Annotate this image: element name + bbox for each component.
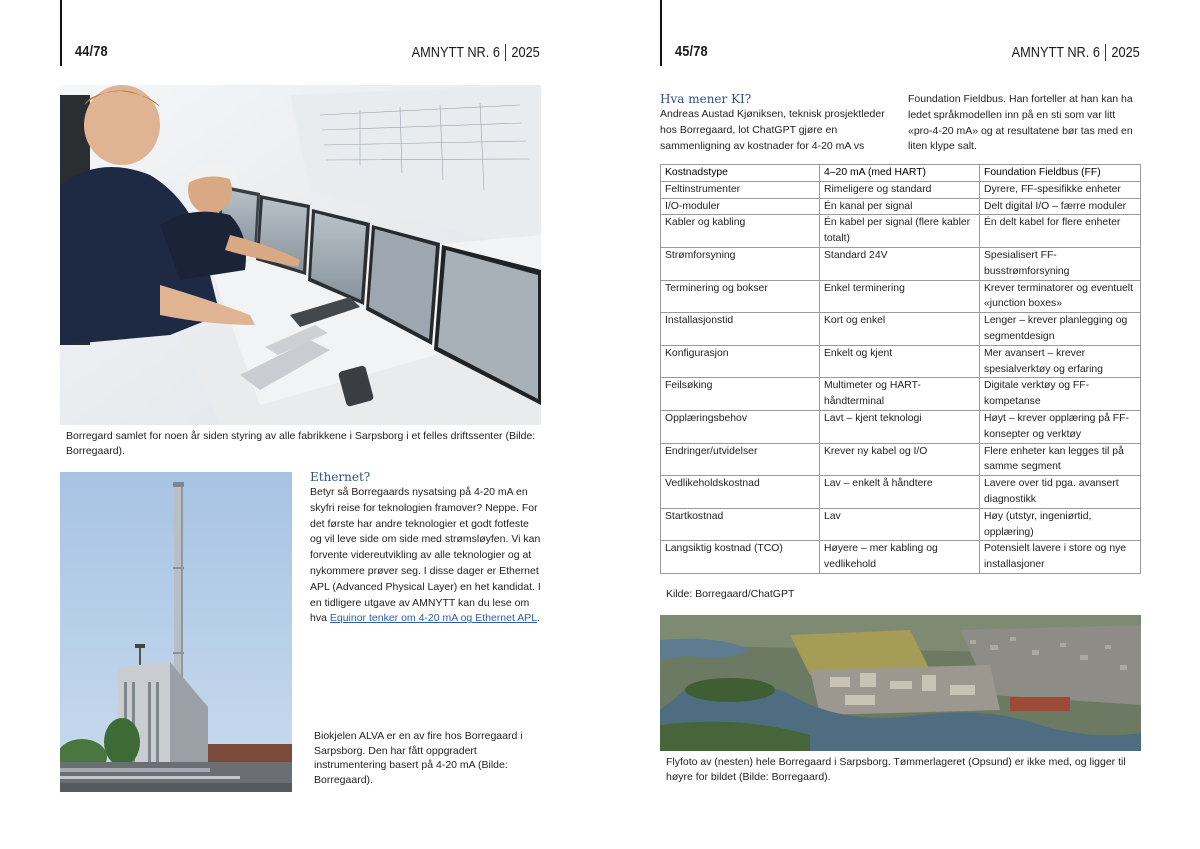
table-cell: Feltinstrumenter [661, 181, 820, 198]
table-row [661, 280, 1141, 313]
page-rule [660, 0, 662, 66]
table-cell: I/O-moduler [661, 198, 820, 215]
table-row [661, 410, 1141, 443]
ethernet-section [310, 470, 542, 627]
table-cell: Lavt – kjent teknologi [820, 410, 980, 443]
section-heading: Hva mener KI? [660, 92, 752, 106]
table-cell: Mer avansert – krever spesialverktøy og erfaring [980, 345, 1141, 378]
table-cell: Standard 24V [820, 247, 980, 280]
table-cell: Høyere – mer kabling og vedlikehold [820, 541, 980, 574]
table-cell: Langsiktig kostnad (TCO) [661, 541, 820, 574]
section-heading: Ethernet? [310, 470, 371, 484]
table-cell: Enkelt og kjent [820, 345, 980, 378]
table-cell: Én kanal per signal [820, 198, 980, 215]
masthead-year: 2025 [511, 44, 540, 61]
masthead-separator [505, 44, 506, 61]
table-header: 4–20 mA (med HART) [820, 165, 980, 182]
cost-comparison-table [660, 164, 1141, 574]
table-row [661, 313, 1141, 346]
intro-text-1: Andreas Austad Kjøniksen, teknisk prosjektleder hos Borregaard, lot ChatGPT gjøre en sammenligning av kostnader for 4-20 mA vs [660, 108, 885, 152]
section-body-end: . [537, 612, 540, 625]
table-cell: Kabler og kabling [661, 215, 820, 248]
table-cell: Rimeligere og standard [820, 181, 980, 198]
table-cell: Installasjonstid [661, 313, 820, 346]
aerial-caption: Flyfoto av (nesten) hele Borregaard i Sarpsborg. Tømmerlageret (Opsund) er ikke med, og ligger til høyre for bildet (Bilde: Borregaard). [666, 756, 1126, 783]
control-room-caption: Borregard samlet for noen år siden styring av alle fabrikkene i Sarpsborg i et felles driftssenter (Bilde: Borregaard). [66, 430, 536, 457]
equinor-article-link[interactable]: Equinor tenker om 4-20 mA og Ethernet APL [329, 612, 538, 625]
table-cell: Feilsøking [661, 378, 820, 411]
table-row [661, 215, 1141, 248]
table-cell: Multimeter og HART-håndterminal [820, 378, 980, 411]
table-cell: Terminering og bokser [661, 280, 820, 313]
page-number: 44/78 [75, 43, 108, 60]
page-number: 45/78 [675, 43, 708, 60]
intro-text-2: Foundation Fieldbus. Han forteller at han kan ha ledet språkmodellen inn på en sti som var litt «pro-4-20 mA» og at resultatene bør tas med en liten klype salt. [908, 93, 1133, 153]
table-cell: Kort og enkel [820, 313, 980, 346]
table-cell: Spesialisert FF-busstrømforsyning [980, 247, 1141, 280]
table-cell: Konfigurasjon [661, 345, 820, 378]
masthead-title: AMNYTT NR. 6 [1011, 44, 1101, 61]
masthead-title: AMNYTT NR. 6 [411, 44, 501, 61]
table-cell: Én kabel per signal (flere kabler totalt) [820, 215, 980, 248]
table-row [661, 345, 1141, 378]
table-cell: Én delt kabel for flere enheter [980, 215, 1141, 248]
table-cell: Lav – enkelt å håndtere [820, 476, 980, 509]
table-row [661, 508, 1141, 541]
masthead-separator [1105, 44, 1106, 61]
table-cell: Høyt – krever opplæring på FF-konsepter og verktøy [980, 410, 1141, 443]
table-row [661, 443, 1141, 476]
chimney-photo [60, 472, 292, 792]
table-cell: Endringer/utvidelser [661, 443, 820, 476]
table-row [661, 378, 1141, 411]
table-cell: Potensielt lavere i store og nye installasjoner [980, 541, 1141, 574]
table-cell: Strømforsyning [661, 247, 820, 280]
table-cell: Lavere over tid pga. avansert diagnostikk [980, 476, 1141, 509]
table-header: Kostnadstype [661, 165, 820, 182]
chimney-caption: Biokjelen ALVA er en av fire hos Borregaard i Sarpsborg. Den har fått oppgradert instrumentering basert på 4-20 mA (Bilde: Borregaard). [314, 730, 523, 786]
masthead [412, 44, 540, 61]
table-row [661, 181, 1141, 198]
table-cell: Vedlikeholdskostnad [661, 476, 820, 509]
table-cell: Startkostnad [661, 508, 820, 541]
masthead [1012, 44, 1140, 61]
table-cell: Lav [820, 508, 980, 541]
table-source: Kilde: Borregaard/ChatGPT [666, 588, 795, 600]
aerial-photo [660, 615, 1141, 751]
table-header: Foundation Fieldbus (FF) [980, 165, 1141, 182]
table-cell: Krever ny kabel og I/O [820, 443, 980, 476]
table-cell: Delt digital I/O – færre moduler [980, 198, 1141, 215]
table-cell: Enkel terminering [820, 280, 980, 313]
table-cell: Dyrere, FF-spesifikke enheter [980, 181, 1141, 198]
right-page [600, 0, 1200, 849]
table-cell: Opplæringsbehov [661, 410, 820, 443]
control-room-photo [60, 85, 541, 425]
page-rule [60, 0, 62, 66]
section-body [310, 485, 542, 627]
table-header-row [661, 165, 1141, 182]
masthead-year: 2025 [1111, 44, 1140, 61]
table-row [661, 541, 1141, 574]
table-row [661, 247, 1141, 280]
table-cell: Digitale verktøy og FF-kompetanse [980, 378, 1141, 411]
section-body-text: Betyr så Borregaards nysatsing på 4-20 mA en skyfri reise for teknologien framover? Neppe. For det første har andre teknologier et godt fotfeste og vil leve side om side med strømsløyfen. Vi kan forvente videreutvikling av alle teknologier og at nykommere prøver seg. I disse dager er Ethernet APL (Advanced Physical Layer) en het kandidat. I en tidligere utgave av AMNYTT kan du lese om hva [310, 486, 541, 625]
table-cell: Krever terminatorer og eventuelt «junction boxes» [980, 280, 1141, 313]
table-cell: Lenger – krever planlegging og segmentdesign [980, 313, 1141, 346]
table-cell: Flere enheter kan legges til på samme segment [980, 443, 1141, 476]
table-row [661, 198, 1141, 215]
table-row [661, 476, 1141, 509]
ki-intro-col1 [660, 92, 892, 154]
table-cell: Høy (utstyr, ingeniørtid, opplæring) [980, 508, 1141, 541]
